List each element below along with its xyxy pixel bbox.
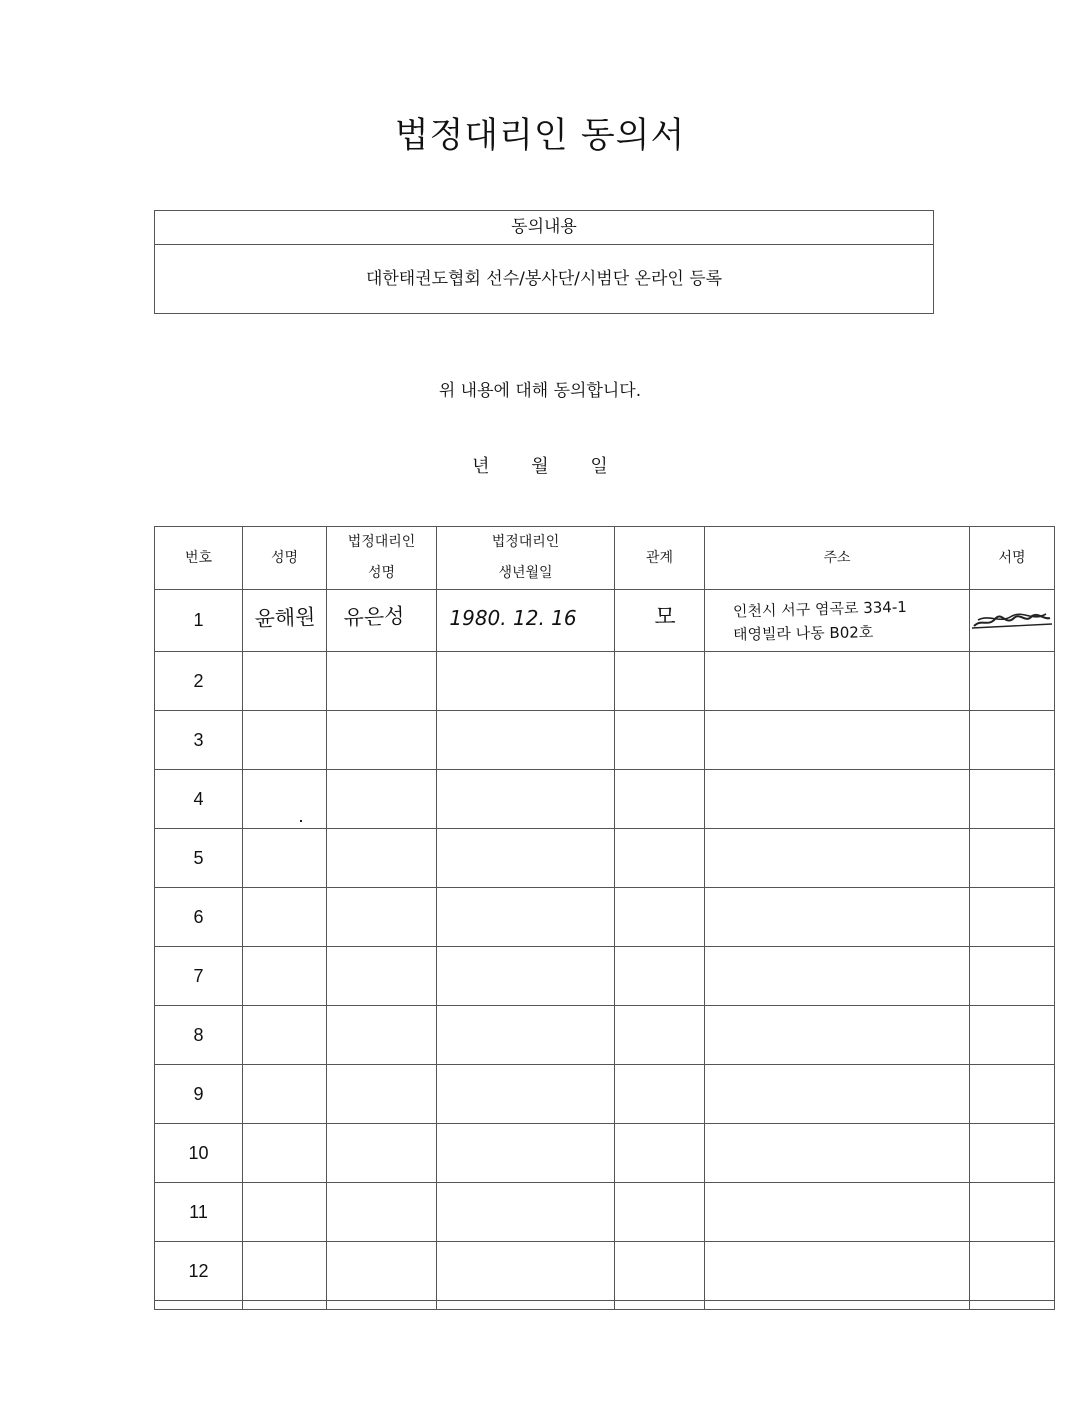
address-cell xyxy=(705,1242,970,1301)
guardian-name-cell xyxy=(327,947,437,1006)
guardian-birth-cell xyxy=(437,770,615,829)
guardian-name-cell xyxy=(327,1242,437,1301)
relation-cell xyxy=(615,888,705,947)
name-cell xyxy=(243,947,327,1006)
svg-text:1980. 12. 16: 1980. 12. 16 xyxy=(448,606,577,630)
row-number: 12 xyxy=(155,1242,243,1301)
signature-cell xyxy=(970,1006,1055,1065)
signature-cell xyxy=(970,652,1055,711)
row-number: 5 xyxy=(155,829,243,888)
guardian-name-cell xyxy=(327,1065,437,1124)
header-guardian-birth xyxy=(437,527,615,590)
handwritten-name-text xyxy=(245,598,325,638)
relation-cell xyxy=(615,1242,705,1301)
signature-cell xyxy=(970,1065,1055,1124)
table-row xyxy=(155,1065,1055,1124)
relation-cell xyxy=(615,711,705,770)
table-row xyxy=(155,1006,1055,1065)
header-guardian-birth-line1: 법정대리인 xyxy=(491,534,560,550)
guardian-name-cell xyxy=(327,829,437,888)
name-cell xyxy=(243,1065,327,1124)
table-row xyxy=(155,888,1055,947)
table-row xyxy=(155,652,1055,711)
address-cell xyxy=(705,888,970,947)
table-tail-row xyxy=(155,1301,1055,1310)
table-row xyxy=(155,711,1055,770)
name-cell xyxy=(243,711,327,770)
consent-header: 동의내용 xyxy=(155,211,933,245)
table-header-row xyxy=(155,527,1055,590)
address-cell xyxy=(705,829,970,888)
relation-cell xyxy=(615,1124,705,1183)
handwritten-relation-text xyxy=(620,598,700,638)
signature-cell xyxy=(970,888,1055,947)
header-guardian-birth-line2: 생년월일 xyxy=(498,565,553,581)
header-guardian-name-line2: 성명 xyxy=(367,565,396,581)
row-number: 11 xyxy=(155,1183,243,1242)
agreement-text: 위 내용에 대해 동의합니다. xyxy=(438,381,642,401)
address-cell xyxy=(705,770,970,829)
document-title: 법정대리인 동의서 xyxy=(394,116,686,156)
guardian-birth-cell xyxy=(437,1242,615,1301)
svg-text:태영빌라 나동 B02호: 태영빌라 나동 B02호 xyxy=(732,623,874,644)
guardian-birth-cell xyxy=(437,652,615,711)
name-cell xyxy=(243,1006,327,1065)
handwritten-guardian-birth-text xyxy=(441,598,611,638)
guardian-name-cell xyxy=(327,1124,437,1183)
table-row xyxy=(155,1124,1055,1183)
table-row xyxy=(155,770,1055,829)
name-cell xyxy=(243,888,327,947)
guardian-name-cell xyxy=(327,770,437,829)
header-guardian-name-line1: 법정대리인 xyxy=(347,534,416,550)
handwritten-address xyxy=(705,590,970,652)
name-cell xyxy=(243,770,327,829)
row-number: 3 xyxy=(155,711,243,770)
guardian-name-cell xyxy=(327,1183,437,1242)
relation-cell xyxy=(615,770,705,829)
guardian-birth-cell xyxy=(437,1124,615,1183)
name-cell xyxy=(243,1242,327,1301)
address-cell xyxy=(705,1124,970,1183)
name-cell xyxy=(243,652,327,711)
consent-content: 대한태권도협회 선수/봉사단/시범단 온라인 등록 xyxy=(365,269,723,289)
row-number: 7 xyxy=(155,947,243,1006)
handwritten-relation xyxy=(615,590,705,652)
address-cell xyxy=(705,652,970,711)
consent-box xyxy=(154,210,934,314)
relation-cell xyxy=(615,947,705,1006)
signature-cell xyxy=(970,1124,1055,1183)
address-cell xyxy=(705,1006,970,1065)
registration-table xyxy=(154,526,1055,1310)
header-name: 성명 xyxy=(243,527,327,590)
table-row xyxy=(155,829,1055,888)
signature-cell xyxy=(970,947,1055,1006)
guardian-name-cell xyxy=(327,888,437,947)
header-no: 번호 xyxy=(155,527,243,590)
guardian-name-cell xyxy=(327,711,437,770)
signature-scribble xyxy=(970,598,1054,638)
header-signature: 서명 xyxy=(970,527,1055,590)
guardian-name-cell xyxy=(327,652,437,711)
handwritten-guardian-name-text xyxy=(332,598,432,638)
row-number: 8 xyxy=(155,1006,243,1065)
name-cell xyxy=(243,1183,327,1242)
handwritten-address-text xyxy=(707,590,967,646)
relation-cell xyxy=(615,1065,705,1124)
guardian-name-cell xyxy=(327,1006,437,1065)
relation-cell xyxy=(615,1183,705,1242)
row-number: 4 xyxy=(155,770,243,829)
row-number: 10 xyxy=(155,1124,243,1183)
svg-text:유은성: 유은성 xyxy=(342,603,405,631)
guardian-birth-cell xyxy=(437,711,615,770)
guardian-birth-cell xyxy=(437,829,615,888)
header-address: 주소 xyxy=(705,527,970,590)
signature-cell xyxy=(970,1183,1055,1242)
guardian-birth-cell xyxy=(437,1065,615,1124)
name-cell xyxy=(243,1124,327,1183)
stray-mark xyxy=(300,820,302,822)
table-row xyxy=(155,1242,1055,1301)
row-number: 6 xyxy=(155,888,243,947)
guardian-birth-cell xyxy=(437,1006,615,1065)
signature-cell xyxy=(970,590,1055,652)
name-cell xyxy=(243,829,327,888)
address-cell xyxy=(705,1065,970,1124)
guardian-birth-cell xyxy=(437,1183,615,1242)
header-relation: 관계 xyxy=(615,527,705,590)
handwritten-name xyxy=(243,590,327,652)
header-guardian-name xyxy=(327,527,437,590)
address-cell xyxy=(705,947,970,1006)
month-label: 월 xyxy=(531,456,549,477)
table-row xyxy=(155,1183,1055,1242)
row-number: 9 xyxy=(155,1065,243,1124)
signature-cell xyxy=(970,711,1055,770)
guardian-birth-cell xyxy=(437,947,615,1006)
relation-cell xyxy=(615,652,705,711)
year-label: 년 xyxy=(472,456,490,477)
signature-cell xyxy=(970,1242,1055,1301)
handwritten-guardian-birth xyxy=(437,590,615,652)
svg-text:윤해원: 윤해원 xyxy=(253,604,316,632)
relation-cell xyxy=(615,829,705,888)
address-cell xyxy=(705,711,970,770)
svg-text:모: 모 xyxy=(653,605,676,630)
relation-cell xyxy=(615,1006,705,1065)
signature-cell xyxy=(970,770,1055,829)
row-number: 2 xyxy=(155,652,243,711)
day-label: 일 xyxy=(590,456,608,477)
row-number: 1 xyxy=(155,590,243,652)
signature-cell xyxy=(970,829,1055,888)
svg-text:인천시 서구 염곡로 334-1: 인천시 서구 염곡로 334-1 xyxy=(732,597,907,621)
table-row xyxy=(155,590,1055,652)
address-cell xyxy=(705,1183,970,1242)
handwritten-guardian-name xyxy=(327,590,437,652)
guardian-birth-cell xyxy=(437,888,615,947)
date-line xyxy=(0,452,1080,478)
table-row xyxy=(155,947,1055,1006)
